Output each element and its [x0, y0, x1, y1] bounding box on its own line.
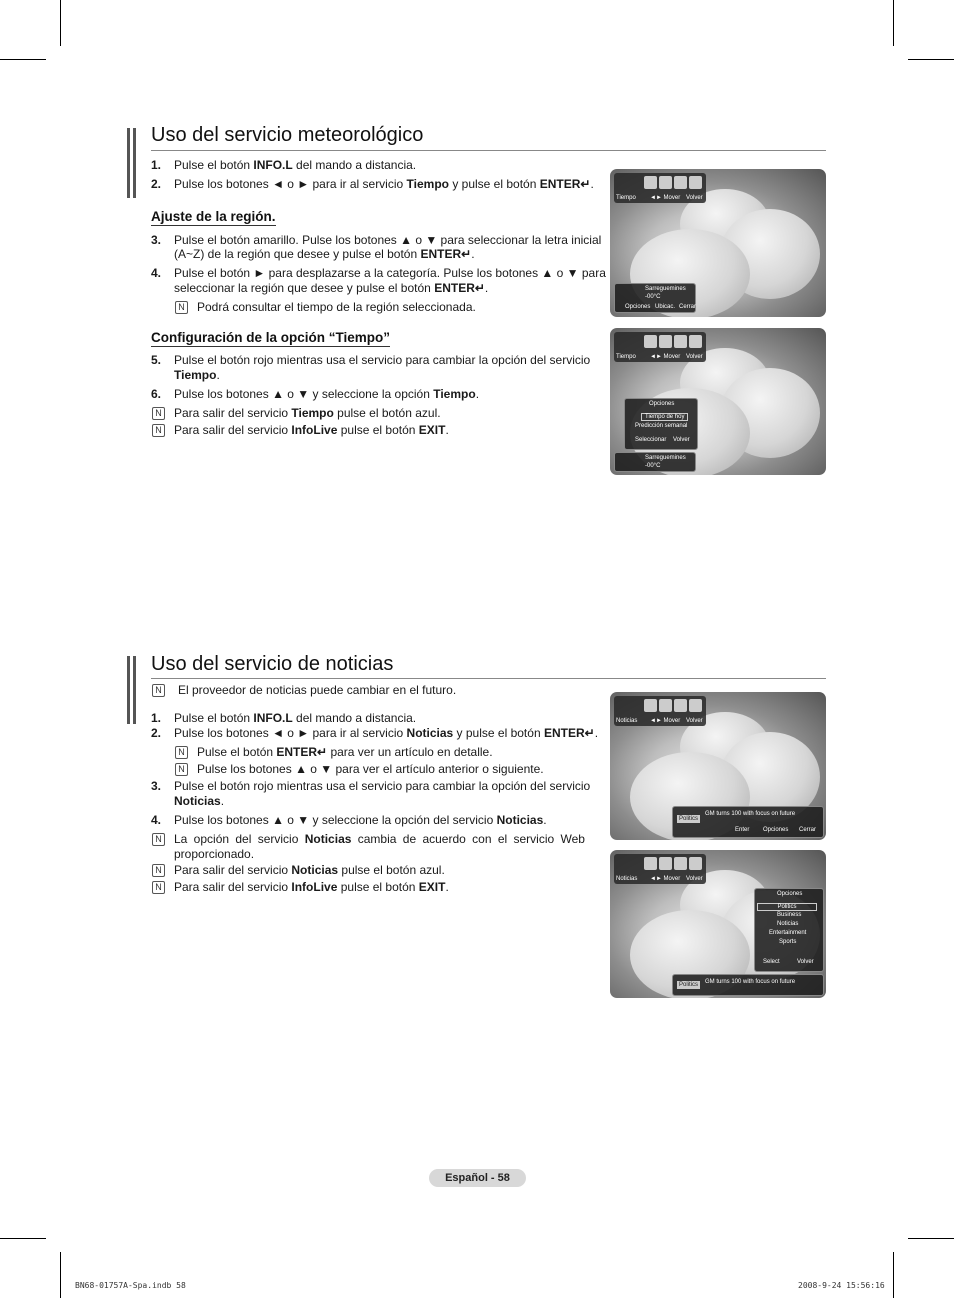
subheading-region: Ajuste de la región.: [151, 209, 276, 224]
news-step-2-note-1: Pulse el botón ENTER↵ para ver un artículo en detalle.: [197, 745, 493, 759]
step-number: 2.: [151, 177, 162, 191]
news-note-3: Para salir del servicio InfoLive pulse el botón EXIT.: [174, 880, 449, 894]
crop-mark: [908, 59, 954, 60]
tv-screenshot-weather-2: [610, 328, 826, 475]
step-number: 4.: [151, 266, 162, 280]
step-3-line-1: Pulse el botón amarillo. Pulse los botones ▲ o ▼ para seleccionar la letra inicial: [174, 233, 602, 247]
note-exit-weather: Para salir del servicio Tiempo pulse el botón azul.: [174, 406, 441, 420]
osd-service-icons: [644, 335, 702, 348]
news-step-2: Pulse los botones ◄ o ► para ir al servicio Noticias y pulse el botón ENTER↵.: [174, 726, 599, 740]
page-number-label: Español - 58: [429, 1169, 526, 1187]
note-icon: N: [175, 763, 188, 776]
news-step-1: Pulse el botón INFO.L del mando a distancia.: [174, 711, 417, 725]
osd-menu-bar: Tiempo ◄► Mover Volver: [614, 173, 706, 203]
section-rule: [151, 150, 826, 151]
note-exit-infolive: Para salir del servicio InfoLive pulse el botón EXIT.: [174, 423, 449, 437]
note-icon: N: [152, 864, 165, 877]
step-4-line-2: seleccionar la región que desee y pulse el botón ENTER↵.: [174, 281, 489, 295]
note-icon: N: [152, 407, 165, 420]
note-icon: N: [152, 833, 165, 846]
news-note-1-line-2: proporcionado.: [174, 847, 255, 861]
tv-screenshot-news-1: [610, 692, 826, 840]
osd-service-icons: [644, 857, 702, 870]
note-icon: N: [175, 301, 188, 314]
crop-mark: [60, 0, 61, 46]
section-bar: [127, 128, 130, 198]
news-step-2-note-2: Pulse los botones ▲ o ▼ para ver el artículo anterior o siguiente.: [197, 762, 544, 776]
news-ticker-box: Politics GM turns 100 with focus on future Enter Opciones Cerrar: [672, 806, 824, 838]
step-5-line-2: Tiempo.: [174, 368, 220, 382]
footer-file-info: BN68-01757A-Spa.indb 58: [75, 1281, 186, 1290]
weather-info-box: Sarreguemines -00°C: [614, 452, 696, 472]
tv-screenshot-weather-1: [610, 169, 826, 317]
step-3-line-2: (A~Z) de la región que desee y pulse el botón ENTER↵.: [174, 247, 475, 261]
osd-service-icons: [644, 699, 702, 712]
step-number: 1.: [151, 711, 162, 725]
step-4-line-1: Pulse el botón ► para desplazarse a la categoría. Pulse los botones ▲ o ▼ para: [174, 266, 606, 280]
news-intro-note: El proveedor de noticias puede cambiar en el futuro.: [178, 683, 457, 697]
note-icon: N: [152, 684, 165, 697]
osd-menu-bar: Noticias ◄► Mover Volver: [614, 696, 706, 726]
footer-timestamp: 2008-9-24 15:56:16: [798, 1281, 885, 1290]
step-4-note: Podrá consultar el tiempo de la región seleccionada.: [197, 300, 476, 314]
section-bar: [133, 128, 136, 198]
weather-info-box: Sarreguemines -00°C Opciones Ubicac. Cerrar: [614, 283, 696, 313]
step-number: 5.: [151, 353, 162, 367]
crop-mark: [0, 59, 46, 60]
note-icon: N: [152, 424, 165, 437]
crop-mark: [0, 1238, 46, 1239]
options-menu: Opciones Tiempo de hoy Predicción semanal Seleccionar Volver: [624, 398, 698, 450]
options-menu: Opciones Politics Business Noticias Entertainment Sports Select Volver: [754, 888, 824, 972]
osd-service-icons: [644, 176, 702, 189]
step-number: 4.: [151, 813, 162, 827]
crop-mark: [893, 0, 894, 46]
news-note-2: Para salir del servicio Noticias pulse el botón azul.: [174, 863, 445, 877]
crop-mark: [893, 1252, 894, 1298]
news-step-3-line-1: Pulse el botón rojo mientras usa el servicio para cambiar la opción del servicio: [174, 779, 591, 793]
news-step-4: Pulse los botones ▲ o ▼ y seleccione la opción del servicio Noticias.: [174, 813, 547, 827]
step-number: 3.: [151, 779, 162, 793]
osd-menu-bar: Tiempo ◄► Mover Volver: [614, 332, 706, 362]
section-bar: [133, 656, 136, 724]
section-title-news: Uso del servicio de noticias: [151, 653, 394, 675]
section-title-weather: Uso del servicio meteorológico: [151, 124, 424, 146]
section-bar: [127, 656, 130, 724]
step-6-text: Pulse los botones ▲ o ▼ y seleccione la opción Tiempo.: [174, 387, 480, 401]
crop-mark: [60, 1252, 61, 1298]
tv-screenshot-news-2: [610, 850, 826, 998]
note-icon: N: [175, 746, 188, 759]
step-5-line-1: Pulse el botón rojo mientras usa el servicio para cambiar la opción del servicio: [174, 353, 591, 367]
step-1-text: Pulse el botón INFO.L del mando a distancia.: [174, 158, 417, 172]
news-note-1-line-1: La opción del servicio Noticias cambia de acuerdo con el servicio Web: [174, 832, 585, 846]
step-number: 3.: [151, 233, 162, 247]
step-number: 6.: [151, 387, 162, 401]
osd-menu-bar: Noticias ◄► Mover Volver: [614, 854, 706, 884]
step-number: 1.: [151, 158, 162, 172]
news-step-3-line-2: Noticias.: [174, 794, 225, 808]
section-rule: [151, 678, 826, 679]
news-ticker-box: Politics GM turns 100 with focus on future: [672, 974, 824, 996]
step-2-text: Pulse los botones ◄ o ► para ir al servicio Tiempo y pulse el botón ENTER↵.: [174, 177, 594, 191]
crop-mark: [908, 1238, 954, 1239]
subheading-option: Configuración de la opción “Tiempo”: [151, 330, 391, 345]
note-icon: N: [152, 881, 165, 894]
step-number: 2.: [151, 726, 162, 740]
